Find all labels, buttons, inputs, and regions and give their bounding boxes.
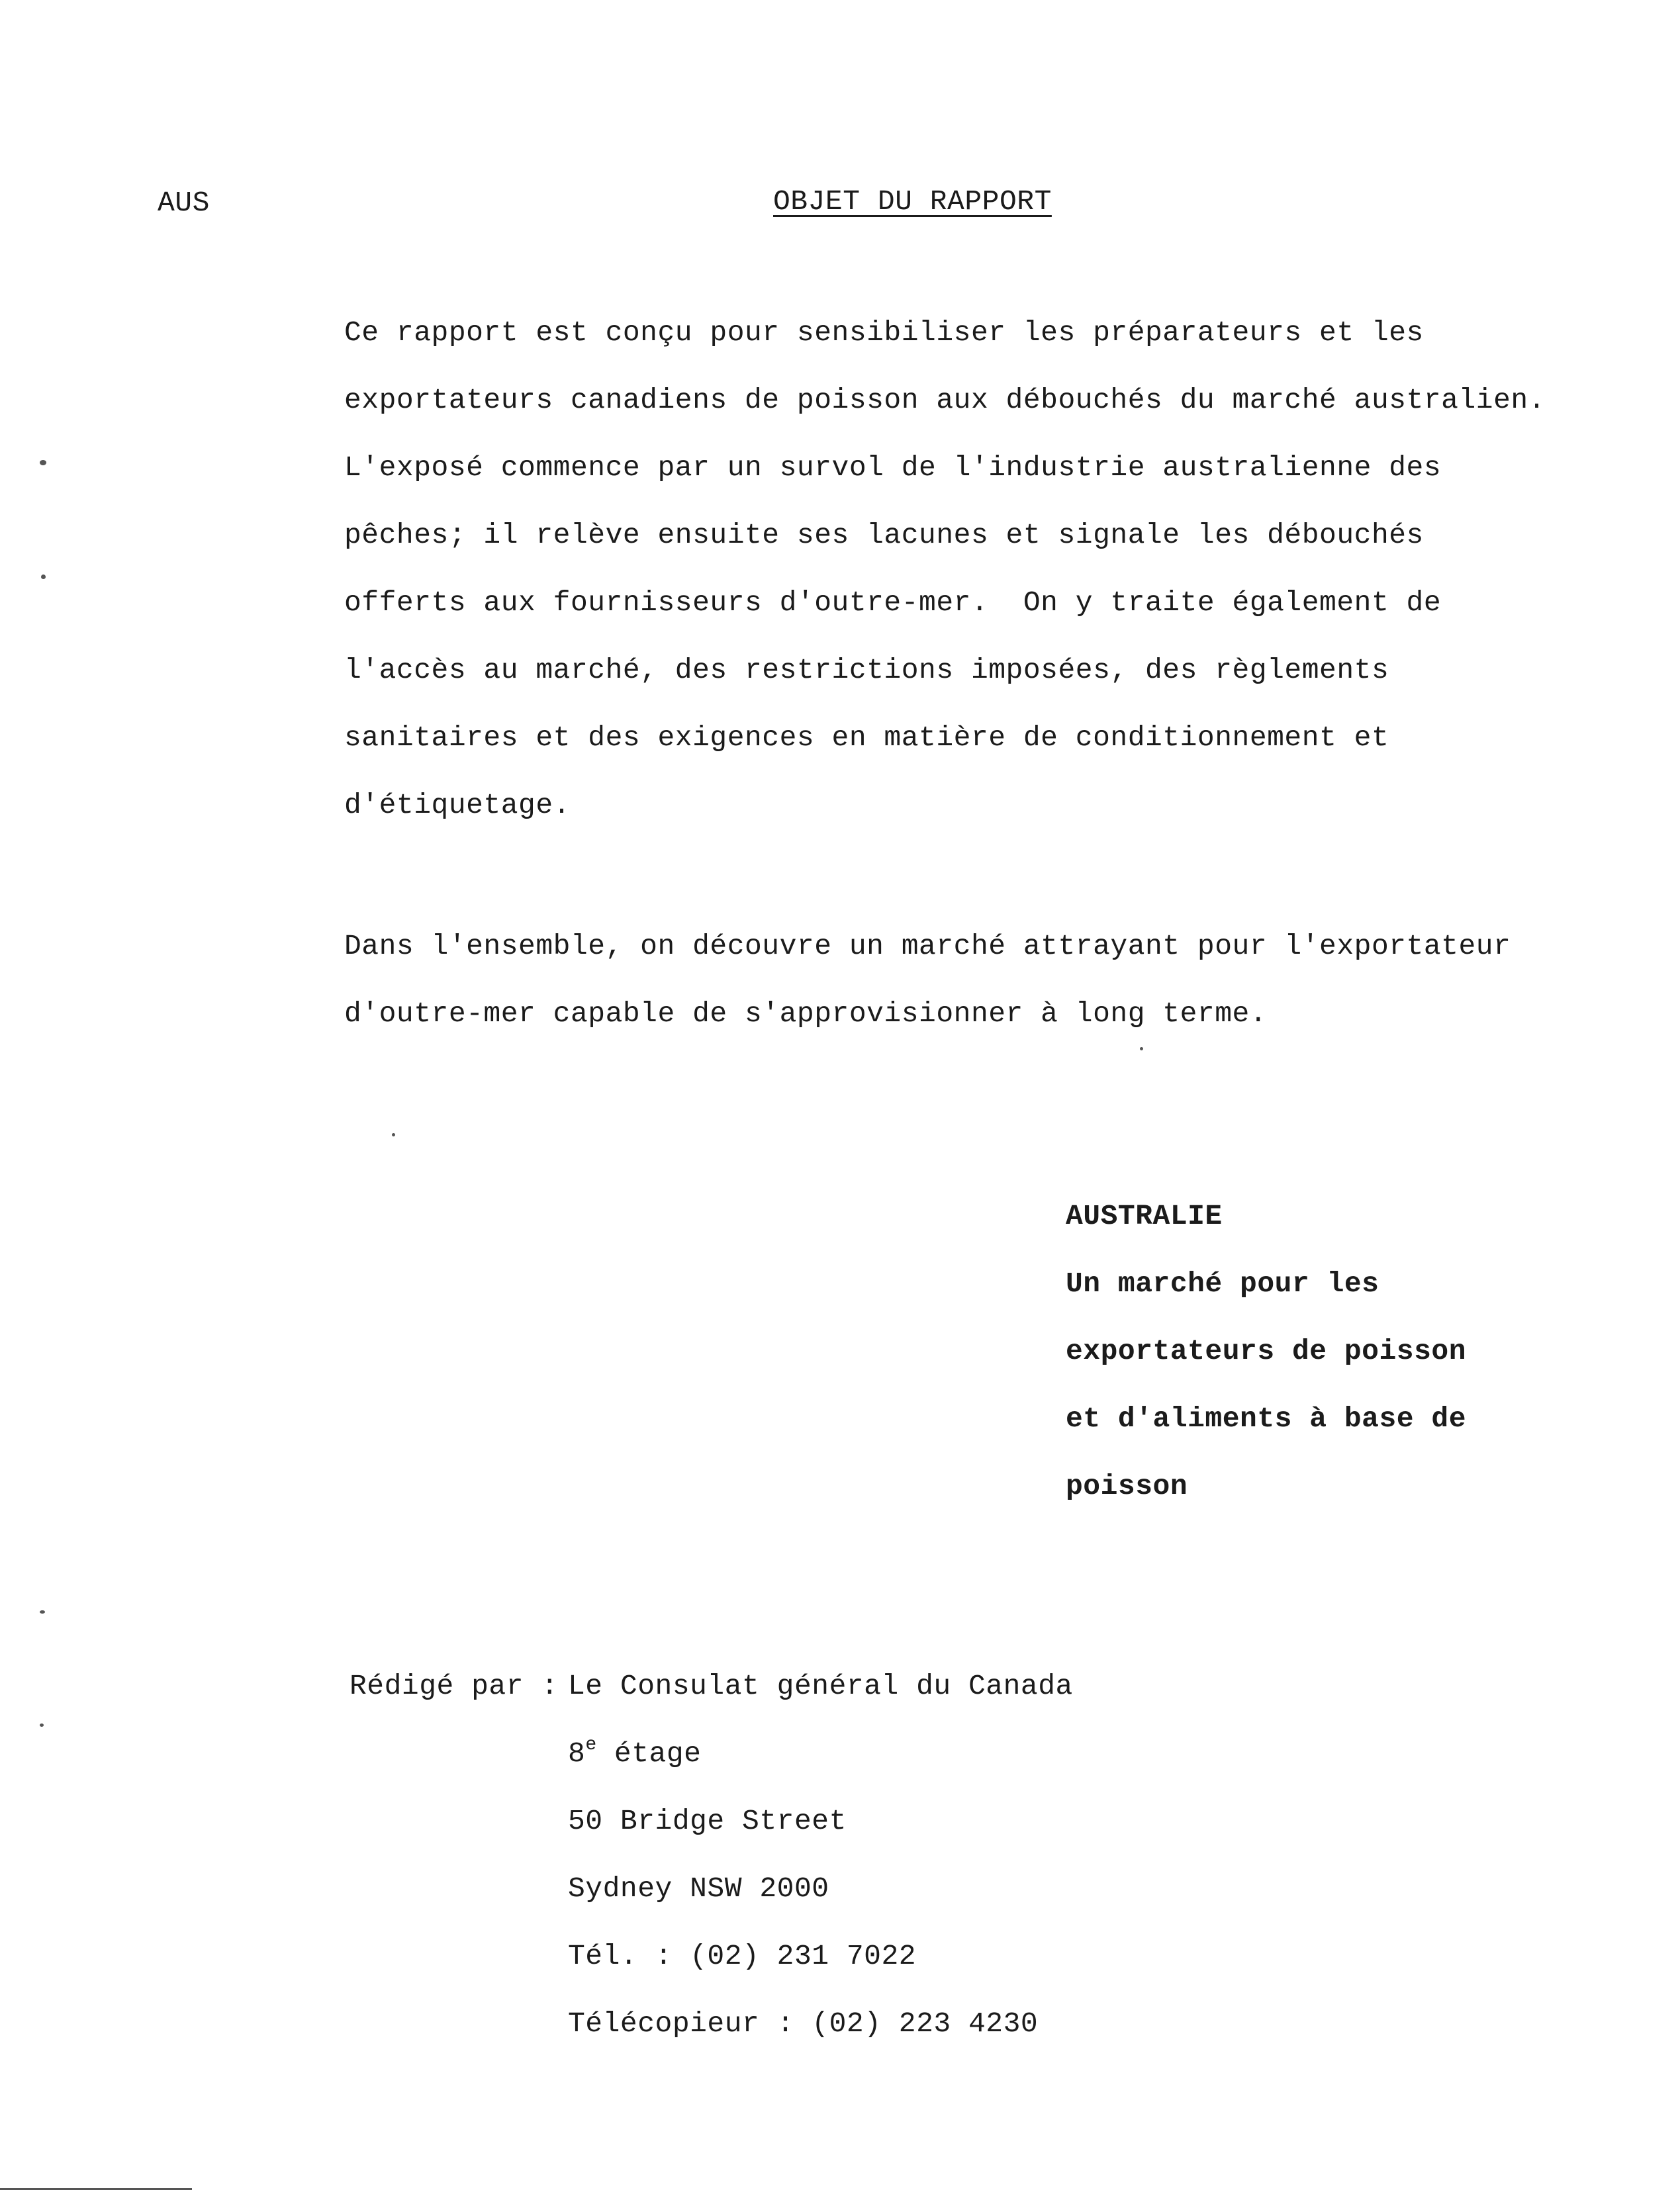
scan-speck	[40, 460, 46, 465]
author-label: Rédigé par :	[350, 1670, 559, 1702]
report-title-line: exportateurs de poisson	[1066, 1335, 1466, 1367]
text-line: offerts aux fournisseurs d'outre-mer. On y traite également de	[344, 586, 1442, 619]
text-line: sanitaires et des exigences en matière de conditionnement et	[344, 721, 1389, 754]
author-organization: Le Consulat général du Canada	[568, 1670, 1073, 1702]
scan-speck	[40, 1610, 45, 1614]
author-address	[568, 1653, 1073, 2058]
text-line: l'accès au marché, des restrictions imposées, des règlements	[344, 654, 1389, 686]
floor-number: 8	[568, 1737, 586, 1770]
address-fax: Télécopieur : (02) 223 4230	[568, 2007, 1039, 2040]
text-line: d'outre-mer capable de s'approvisionner à long terme.	[344, 997, 1268, 1030]
summary-paragraph-2	[344, 913, 1511, 1048]
report-title-line: Un marché pour les	[1066, 1267, 1379, 1300]
text-line: pêches; il relève ensuite ses lacunes et signale les débouchés	[344, 519, 1424, 551]
address-phone: Tél. : (02) 231 7022	[568, 1940, 917, 1972]
scan-speck	[40, 1723, 44, 1727]
text-line: Ce rapport est conçu pour sensibiliser les préparateurs et les	[344, 316, 1424, 349]
report-title-block	[1066, 1183, 1466, 1520]
text-line: d'étiquetage.	[344, 789, 571, 821]
scan-edge-line	[0, 2188, 192, 2190]
text-line: exportateurs canadiens de poisson aux débouchés du marché australien.	[344, 384, 1546, 416]
report-country: AUSTRALIE	[1066, 1200, 1223, 1232]
text-line: L'exposé commence par un survol de l'industrie australienne des	[344, 451, 1442, 484]
text-line: Dans l'ensemble, on découvre un marché attrayant pour l'exportateur	[344, 930, 1511, 962]
summary-paragraph-1	[344, 299, 1546, 839]
scan-speck	[1140, 1047, 1143, 1050]
address-street: 50 Bridge Street	[568, 1805, 847, 1837]
scan-speck	[41, 574, 46, 579]
address-floor	[568, 1720, 1073, 1788]
address-city: Sydney NSW 2000	[568, 1872, 829, 1905]
scan-speck	[392, 1133, 395, 1136]
report-title-line: et d'aliments à base de	[1066, 1402, 1466, 1435]
floor-word: étage	[596, 1737, 702, 1770]
floor-suffix: e	[585, 1735, 597, 1755]
document-code: AUS	[158, 187, 210, 219]
page-title: OBJET DU RAPPORT	[773, 185, 1052, 218]
report-title-line: poisson	[1066, 1470, 1188, 1502]
